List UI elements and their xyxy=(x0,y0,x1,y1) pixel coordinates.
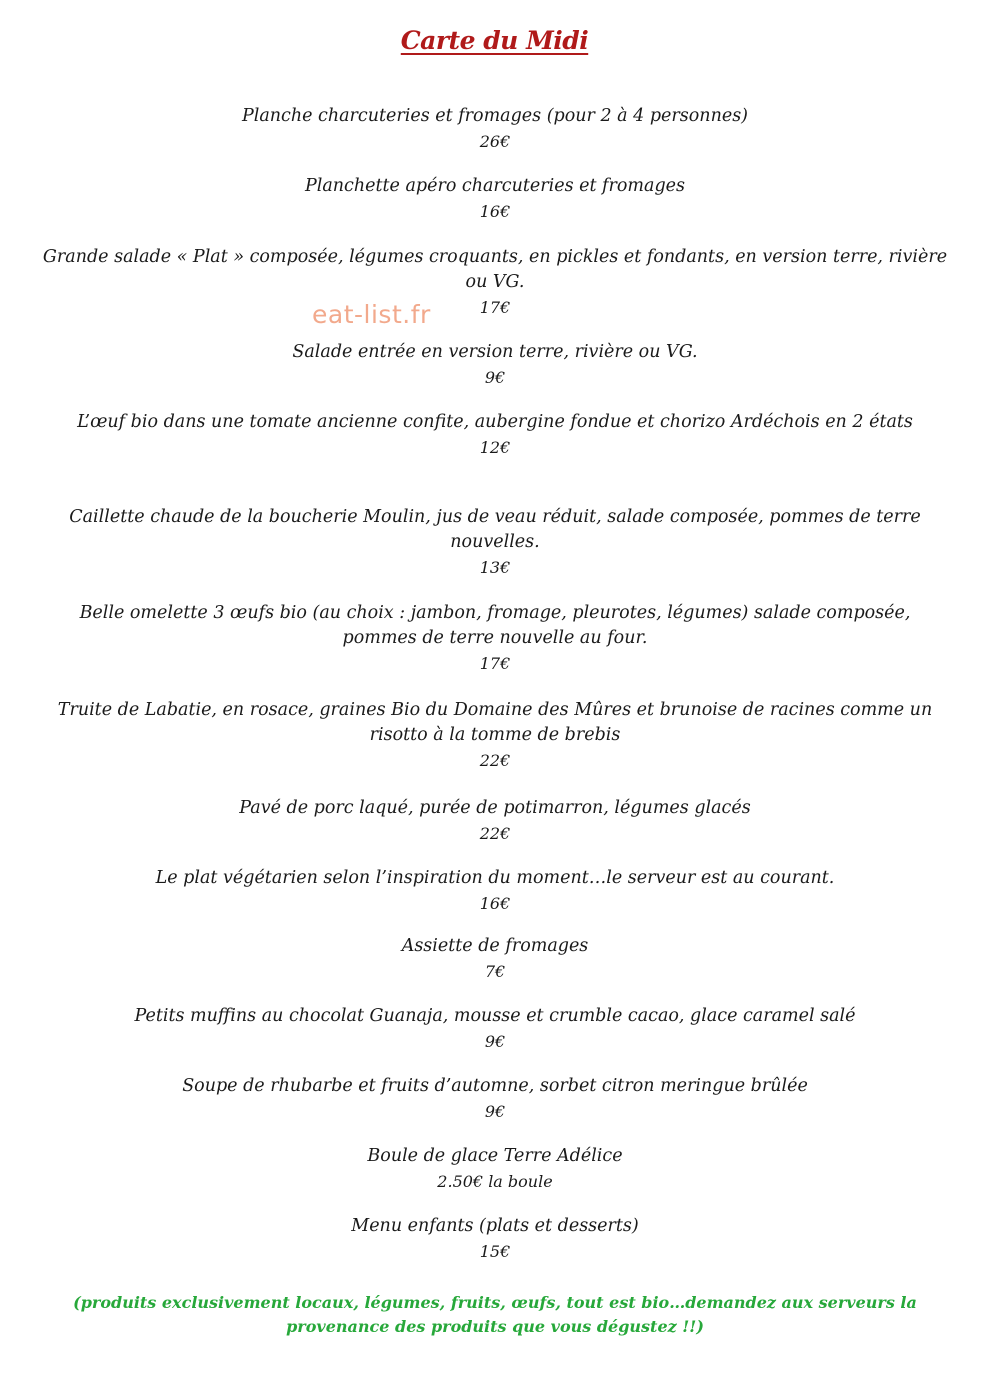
menu-item-name: Menu enfants (plats et desserts) xyxy=(351,1216,639,1236)
menu-item xyxy=(40,1074,950,1124)
menu-item-name: Belle omelette 3 œufs bio (au choix : jambon, fromage, pleurotes, légumes) salade composée, pommes de terre nouvelle au four. xyxy=(79,603,911,648)
menu-item-price: 2.50€ la boule xyxy=(437,1172,553,1191)
menu-item-name: Planchette apéro charcuteries et fromages xyxy=(304,176,686,196)
menu-item-name: Truite de Labatie, en rosace, graines Bio du Domaine des Mûres et brunoise de racines comme un risotto à la tomme de brebis xyxy=(57,700,933,745)
menu-item xyxy=(40,104,950,154)
menu-item xyxy=(40,698,950,773)
menu-item xyxy=(40,340,950,390)
menu-item-price: 22€ xyxy=(479,824,511,843)
menu-item-price: 16€ xyxy=(479,894,511,913)
menu-item-price: 12€ xyxy=(479,438,511,457)
menu-item-name: Planche charcuteries et fromages (pour 2 à 4 personnes) xyxy=(241,106,749,126)
menu-item-price: 7€ xyxy=(484,962,506,981)
menu-item xyxy=(40,505,950,580)
footnote: (produits exclusivement locaux, légumes, fruits, œufs, tout est bio…demandez aux serveurs la provenance des produits que vous dégustez !!) xyxy=(73,1293,917,1336)
menu-item-price: 9€ xyxy=(484,1102,506,1121)
menu-item xyxy=(40,934,950,984)
menu-item-price: 22€ xyxy=(479,751,511,770)
menu-item xyxy=(40,796,950,846)
page-title xyxy=(0,26,989,55)
menu-item xyxy=(40,1214,950,1264)
menu-item-name: Pavé de porc laqué, purée de potimarron, légumes glacés xyxy=(239,798,751,818)
menu-item-price: 13€ xyxy=(479,558,511,577)
menu-item-price: 17€ xyxy=(479,298,511,317)
menu-item-price: 17€ xyxy=(479,654,511,673)
menu-item-name: Petits muffins au chocolat Guanaja, mousse et crumble cacao, glace caramel salé xyxy=(134,1006,856,1026)
menu-item xyxy=(40,1004,950,1054)
menu-item-name: L’œuf bio dans une tomate ancienne confite, aubergine fondue et chorizo Ardéchois en 2 états xyxy=(77,412,913,432)
menu-item xyxy=(40,245,950,320)
menu-item-name: Assiette de fromages xyxy=(401,936,589,956)
menu-item-name: Soupe de rhubarbe et fruits d’automne, sorbet citron meringue brûlée xyxy=(182,1076,808,1096)
menu-item-name: Grande salade « Plat » composée, légumes croquants, en pickles et fondants, en version terre, rivière ou VG. xyxy=(42,247,948,292)
menu-item-name: Le plat végétarien selon l’inspiration du moment…le serveur est au courant. xyxy=(155,868,835,888)
menu-item xyxy=(40,174,950,224)
menu-item-name: Boule de glace Terre Adélice xyxy=(367,1146,623,1166)
page-title-text: Carte du Midi xyxy=(400,26,589,55)
menu-item-price: 9€ xyxy=(484,1032,506,1051)
menu-item-name: Salade entrée en version terre, rivière ou VG. xyxy=(292,342,698,362)
menu-item-price: 26€ xyxy=(479,132,511,151)
menu-item xyxy=(40,601,950,676)
menu-item xyxy=(40,866,950,916)
menu-item-price: 15€ xyxy=(479,1242,511,1261)
menu-item-price: 16€ xyxy=(479,202,511,221)
watermark: eat-list.fr xyxy=(312,300,431,329)
menu-item xyxy=(40,1144,950,1194)
menu-item-name: Caillette chaude de la boucherie Moulin, jus de veau réduit, salade composée, pommes de terre nouvelles. xyxy=(69,507,921,552)
menu-item xyxy=(40,410,950,460)
menu-item-price: 9€ xyxy=(484,368,506,387)
